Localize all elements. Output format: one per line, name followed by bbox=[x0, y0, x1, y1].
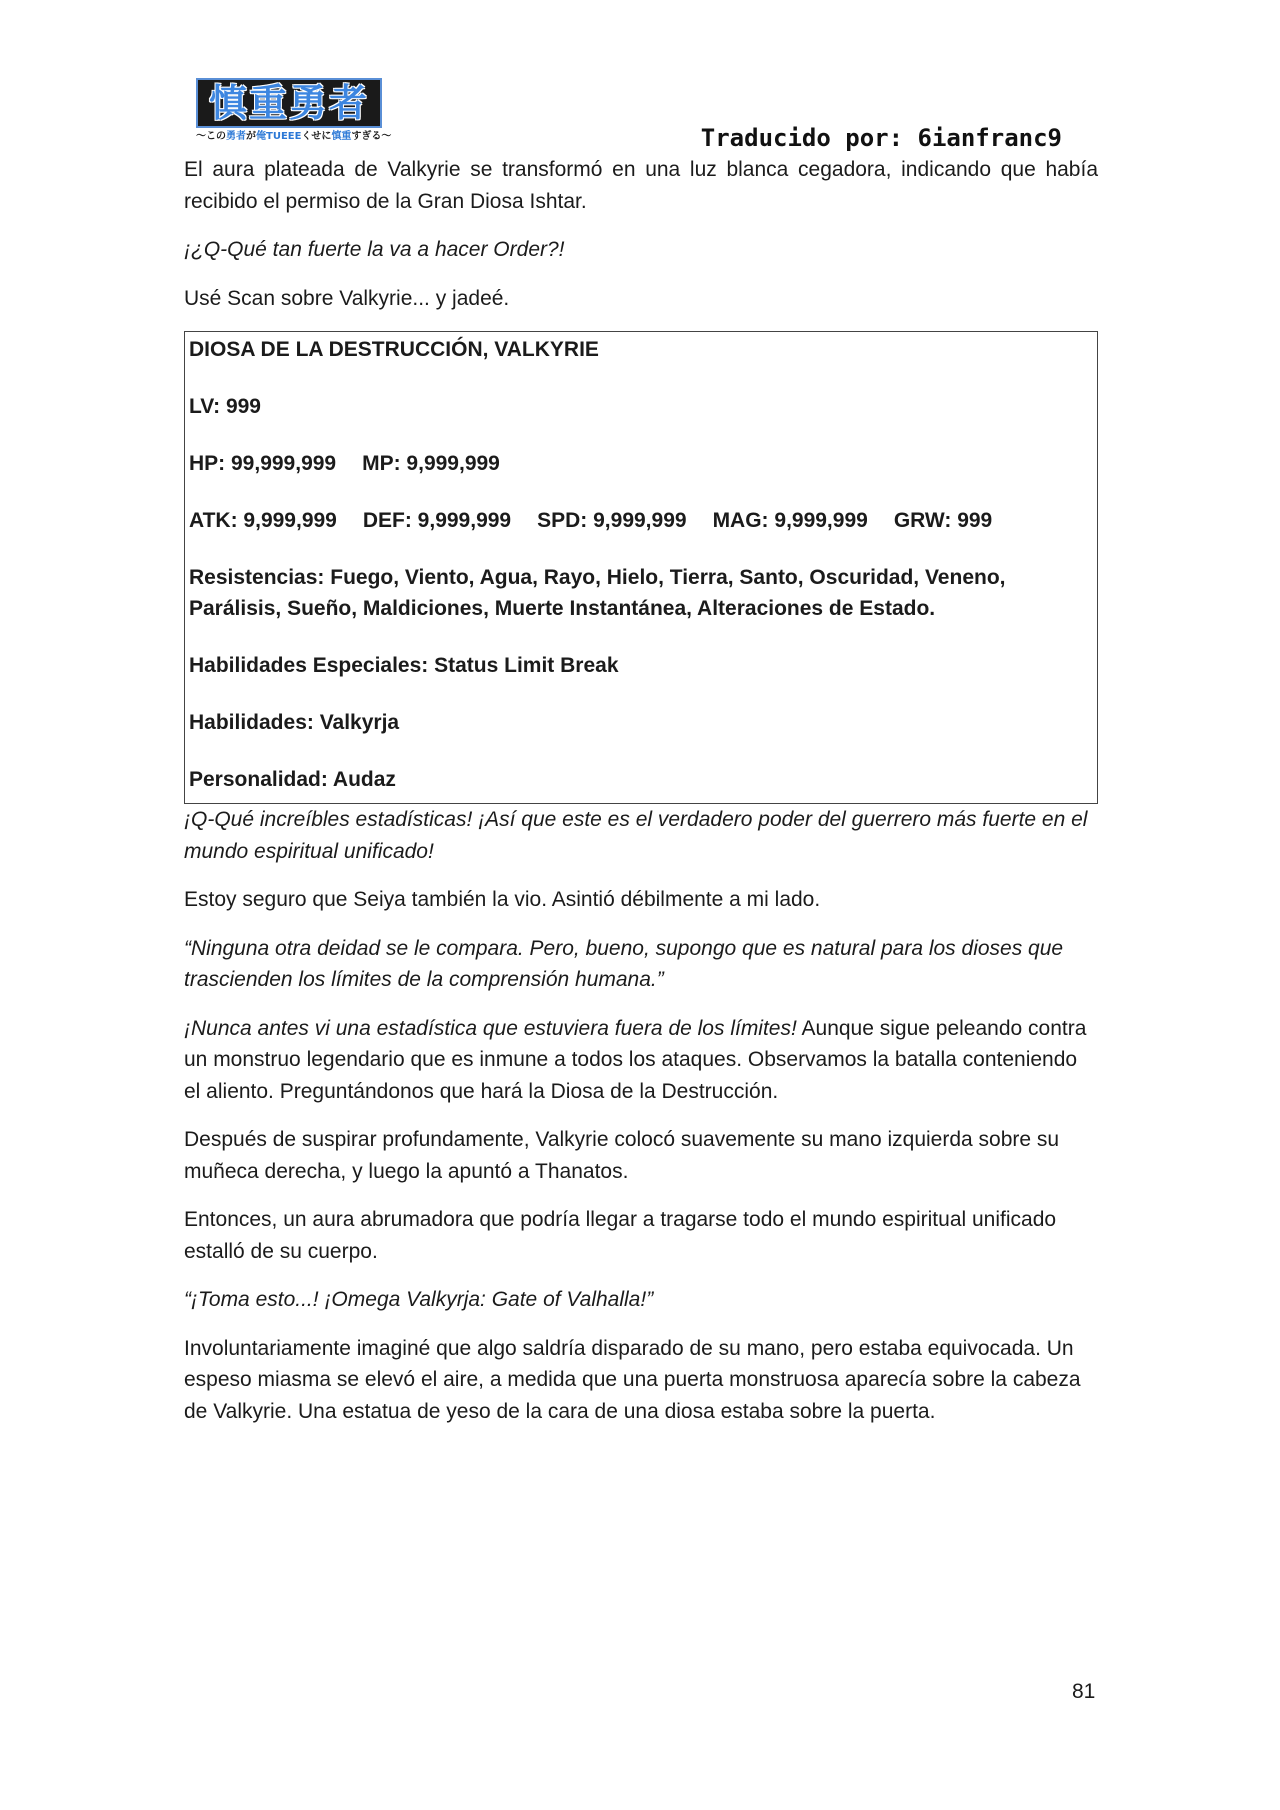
paragraph: El aura plateada de Valkyrie se transformó en una luz blanca cegadora, indicando que había recibido el permiso de la Gran Diosa Ishtar. bbox=[184, 158, 1098, 213]
logo-kanji-text: 慎重勇者 bbox=[208, 81, 369, 125]
paragraph: Usé Scan sobre Valkyrie... y jadeé. bbox=[184, 286, 510, 310]
paragraph-text-inline: Aunque sigue peleando contra un monstruo legendario que es inmune a todos los ataques. Observamos la batalla conteniendo el aliento. Preguntándonos que hará la Diosa de la Destrucción. bbox=[184, 1016, 1087, 1103]
page-body bbox=[184, 154, 1098, 1444]
logo-sub-part: 俺TUEEE bbox=[256, 131, 302, 142]
status-hp: HP: 99,999,999 bbox=[189, 452, 337, 475]
paragraph-quote: “¡Toma esto...! ¡Omega Valkyrja: Gate of Valhalla!” bbox=[184, 1288, 654, 1311]
status-mag: MAG: 9,999,999 bbox=[712, 509, 868, 532]
paragraph-thought-inline: ¡Nunca antes vi una estadística que estuviera fuera de los límites! bbox=[184, 1016, 797, 1040]
status-personality: Personalidad: Audaz bbox=[189, 768, 396, 791]
logo-sub-part: 勇者 bbox=[226, 131, 246, 142]
series-logo bbox=[196, 78, 392, 146]
status-stats-row bbox=[189, 505, 1093, 536]
paragraph-thought: ¡Q-Qué increíbles estadísticas! ¡Así que este es el verdadero poder del guerrero más fuerte en el mundo espiritual unificado! bbox=[184, 808, 1088, 863]
status-resistances: Resistencias: Fuego, Viento, Agua, Rayo, Hielo, Tierra, Santo, Oscuridad, Veneno, Parálisis, Sueño, Maldiciones, Muerte Instantánea, Alteraciones de Estado. bbox=[189, 566, 1006, 620]
paragraph-thought: ¡¿Q-Qué tan fuerte la va a hacer Order?! bbox=[184, 238, 565, 261]
status-mp: MP: 9,999,999 bbox=[362, 452, 500, 475]
status-grw: GRW: 999 bbox=[893, 509, 993, 532]
logo-subtitle bbox=[196, 130, 392, 144]
paragraph: Después de suspirar profundamente, Valkyrie colocó suavemente su mano izquierda sobre su muñeca derecha, y luego la apuntó a Thanatos. bbox=[184, 1128, 1060, 1183]
status-skills: Habilidades: Valkyrja bbox=[189, 711, 400, 734]
logo-sub-part: が bbox=[246, 131, 256, 142]
paragraph: Entonces, un aura abrumadora que podría llegar a tragarse todo el mundo espiritual unificado estalló de su cuerpo. bbox=[184, 1208, 1057, 1263]
status-special-skills: Habilidades Especiales: Status Limit Break bbox=[189, 654, 619, 677]
status-atk: ATK: 9,999,999 bbox=[189, 509, 337, 532]
status-level: LV: 999 bbox=[189, 395, 261, 418]
logo-sub-part: すぎる〜 bbox=[351, 131, 392, 142]
logo-kanji-banner bbox=[196, 78, 382, 128]
status-hp-mp-row bbox=[189, 448, 1093, 479]
page-number: 81 bbox=[1072, 1680, 1096, 1703]
status-title: DIOSA DE LA DESTRUCCIÓN, VALKYRIE bbox=[189, 338, 599, 361]
logo-sub-part: 慎重 bbox=[331, 131, 352, 142]
status-def: DEF: 9,999,999 bbox=[362, 509, 512, 532]
paragraph-quote: “Ninguna otra deidad se le compara. Pero, bueno, supongo que es natural para los dioses que trascienden los límites de la comprensión humana.” bbox=[184, 936, 1064, 991]
translator-credit: Traducido por: 6ianfranc9 bbox=[700, 124, 1062, 152]
logo-sub-part: くせに bbox=[301, 131, 332, 142]
paragraph bbox=[184, 1013, 1098, 1108]
logo-sub-part: 〜この bbox=[196, 131, 226, 142]
paragraph: Estoy seguro que Seiya también la vio. Asintió débilmente a mi lado. bbox=[184, 888, 821, 911]
status-window bbox=[184, 331, 1098, 804]
status-spd: SPD: 9,999,999 bbox=[537, 509, 687, 532]
paragraph: Involuntariamente imaginé que algo saldría disparado de su mano, pero estaba equivocada. Un espeso miasma se elevó el aire, a medida que una puerta monstruosa aparecía sobre la cabeza de Valkyrie. Una estatua de yeso de la cara de una diosa estaba sobre la puerta. bbox=[184, 1336, 1081, 1423]
